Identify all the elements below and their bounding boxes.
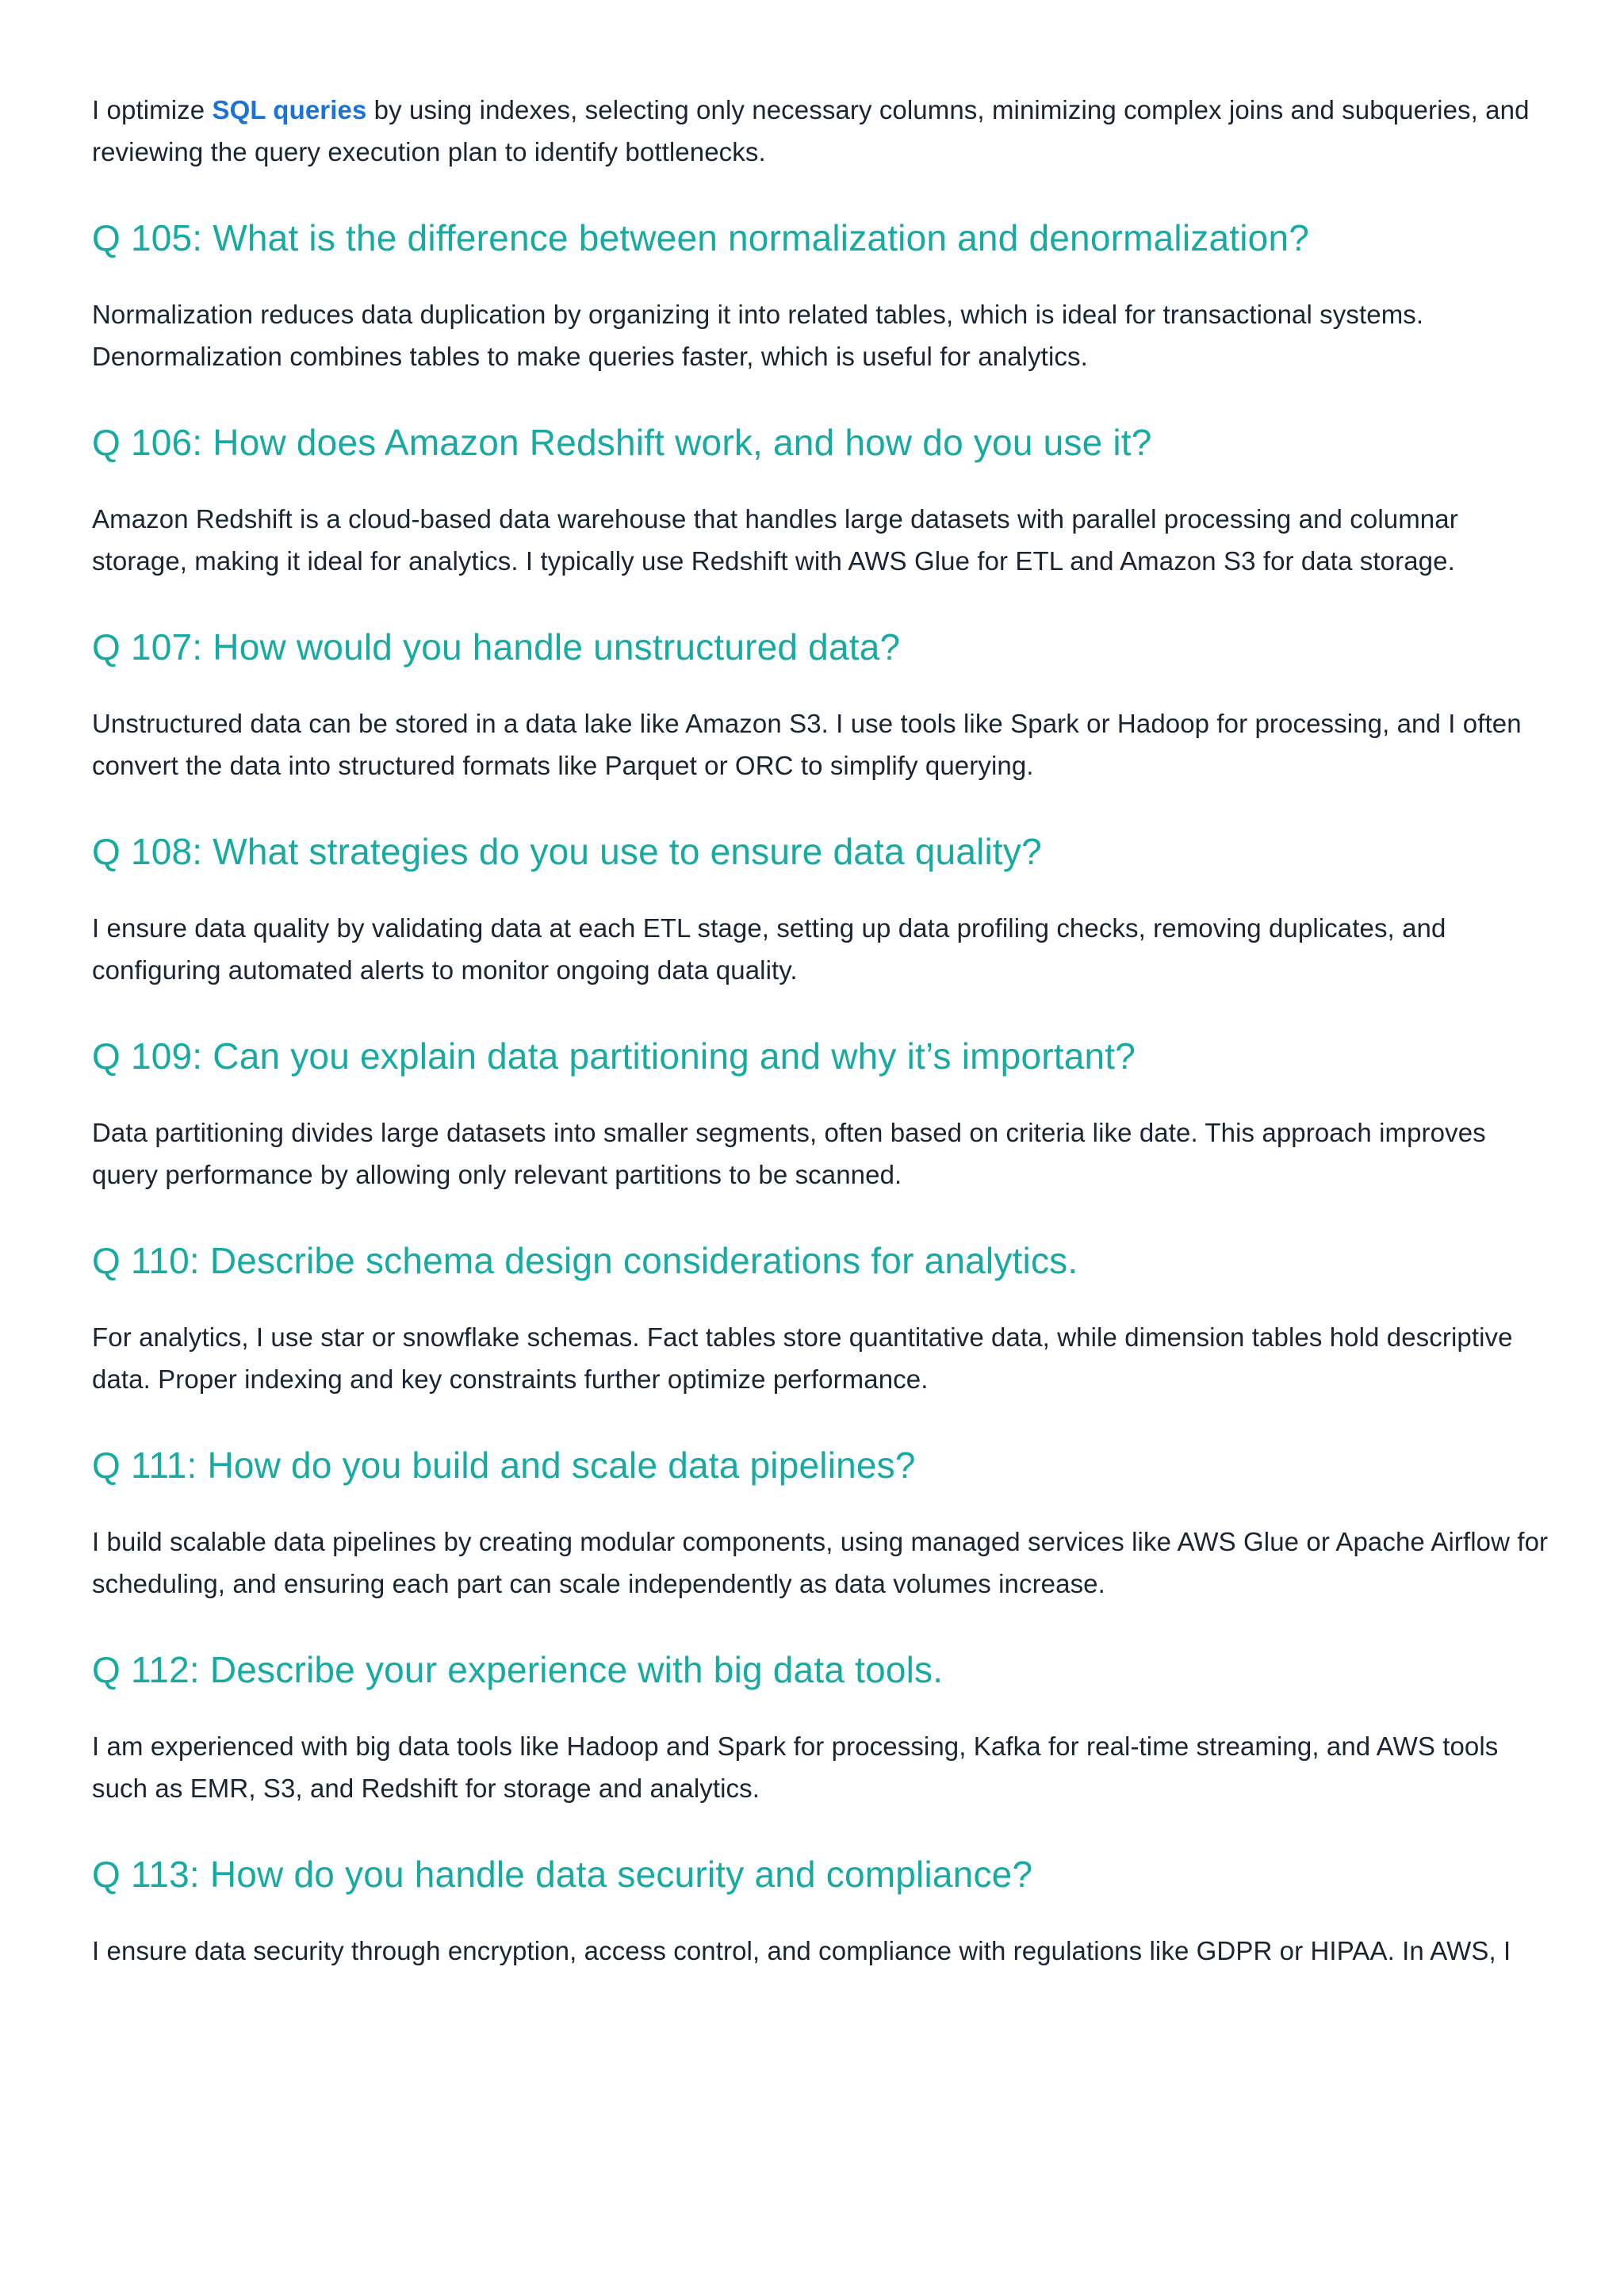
answer-paragraph: Normalization reduces data duplication by organizing it into related tables, which is ideal for transactional systems. Denormalization combines tables to make queries faster, which is useful for analytics.	[92, 300, 1424, 371]
sql-queries-link[interactable]: SQL queries	[212, 95, 367, 124]
intro-text-after: by using indexes, selecting only necessary columns, minimizing complex joins and subqueries, and reviewing the query execution plan to identify bottlenecks.	[92, 95, 1530, 166]
question-heading: Q 113: How do you handle data security and compliance?	[92, 1854, 1033, 1895]
answer-paragraph: For analytics, I use star or snowflake schemas. Fact tables store quantitative data, while dimension tables hold descriptive data. Proper indexing and key constraints further optimize performance.	[92, 1322, 1513, 1394]
question-108	[92, 828, 1551, 991]
question-105	[92, 214, 1551, 377]
question-heading: Q 105: What is the difference between normalization and denormalization?	[92, 217, 1310, 258]
question-113	[92, 1850, 1551, 1972]
document-page	[92, 89, 1551, 2013]
question-107	[92, 623, 1551, 786]
answer-paragraph: I ensure data security through encryption, access control, and compliance with regulations like GDPR or HIPAA. In AWS, I	[92, 1936, 1511, 1965]
question-110	[92, 1237, 1551, 1400]
question-heading: Q 106: How does Amazon Redshift work, and how do you use it?	[92, 422, 1152, 463]
answer-paragraph: Unstructured data can be stored in a data lake like Amazon S3. I use tools like Spark or Hadoop for processing, and I often convert the data into structured formats like Parquet or ORC to simplify querying.	[92, 709, 1522, 780]
question-heading: Q 112: Describe your experience with big data tools.	[92, 1649, 944, 1690]
answer-paragraph: Data partitioning divides large datasets into smaller segments, often based on criteria like date. This approach improves query performance by allowing only relevant partitions to be scanned.	[92, 1118, 1486, 1189]
question-heading: Q 109: Can you explain data partitioning and why it’s important?	[92, 1035, 1136, 1077]
intro-text-before: I optimize	[92, 95, 213, 124]
answer-paragraph: I am experienced with big data tools like Hadoop and Spark for processing, Kafka for real-time streaming, and AWS tools such as EMR, S3, and Redshift for storage and analytics.	[92, 1732, 1499, 1803]
question-112	[92, 1646, 1551, 1809]
answer-paragraph: I ensure data quality by validating data at each ETL stage, setting up data profiling checks, removing duplicates, and configuring automated alerts to monitor ongoing data quality.	[92, 913, 1446, 985]
question-106	[92, 419, 1551, 582]
answer-paragraph: Amazon Redshift is a cloud-based data warehouse that handles large datasets with parallel processing and columnar storage, making it ideal for analytics. I typically use Redshift with AWS Glue for ETL and Amazon S3 for data storage.	[92, 504, 1458, 576]
question-heading: Q 111: How do you build and scale data pipelines?	[92, 1445, 916, 1486]
question-111	[92, 1441, 1551, 1605]
question-heading: Q 107: How would you handle unstructured data?	[92, 626, 901, 668]
question-heading: Q 108: What strategies do you use to ensure data quality?	[92, 831, 1042, 872]
question-heading: Q 110: Describe schema design considerations for analytics.	[92, 1240, 1078, 1281]
question-109	[92, 1032, 1551, 1196]
answer-paragraph: I build scalable data pipelines by creating modular components, using managed services like AWS Glue or Apache Airflow for scheduling, and ensuring each part can scale independently as data volumes increase.	[92, 1527, 1549, 1598]
intro-paragraph	[92, 89, 1551, 173]
